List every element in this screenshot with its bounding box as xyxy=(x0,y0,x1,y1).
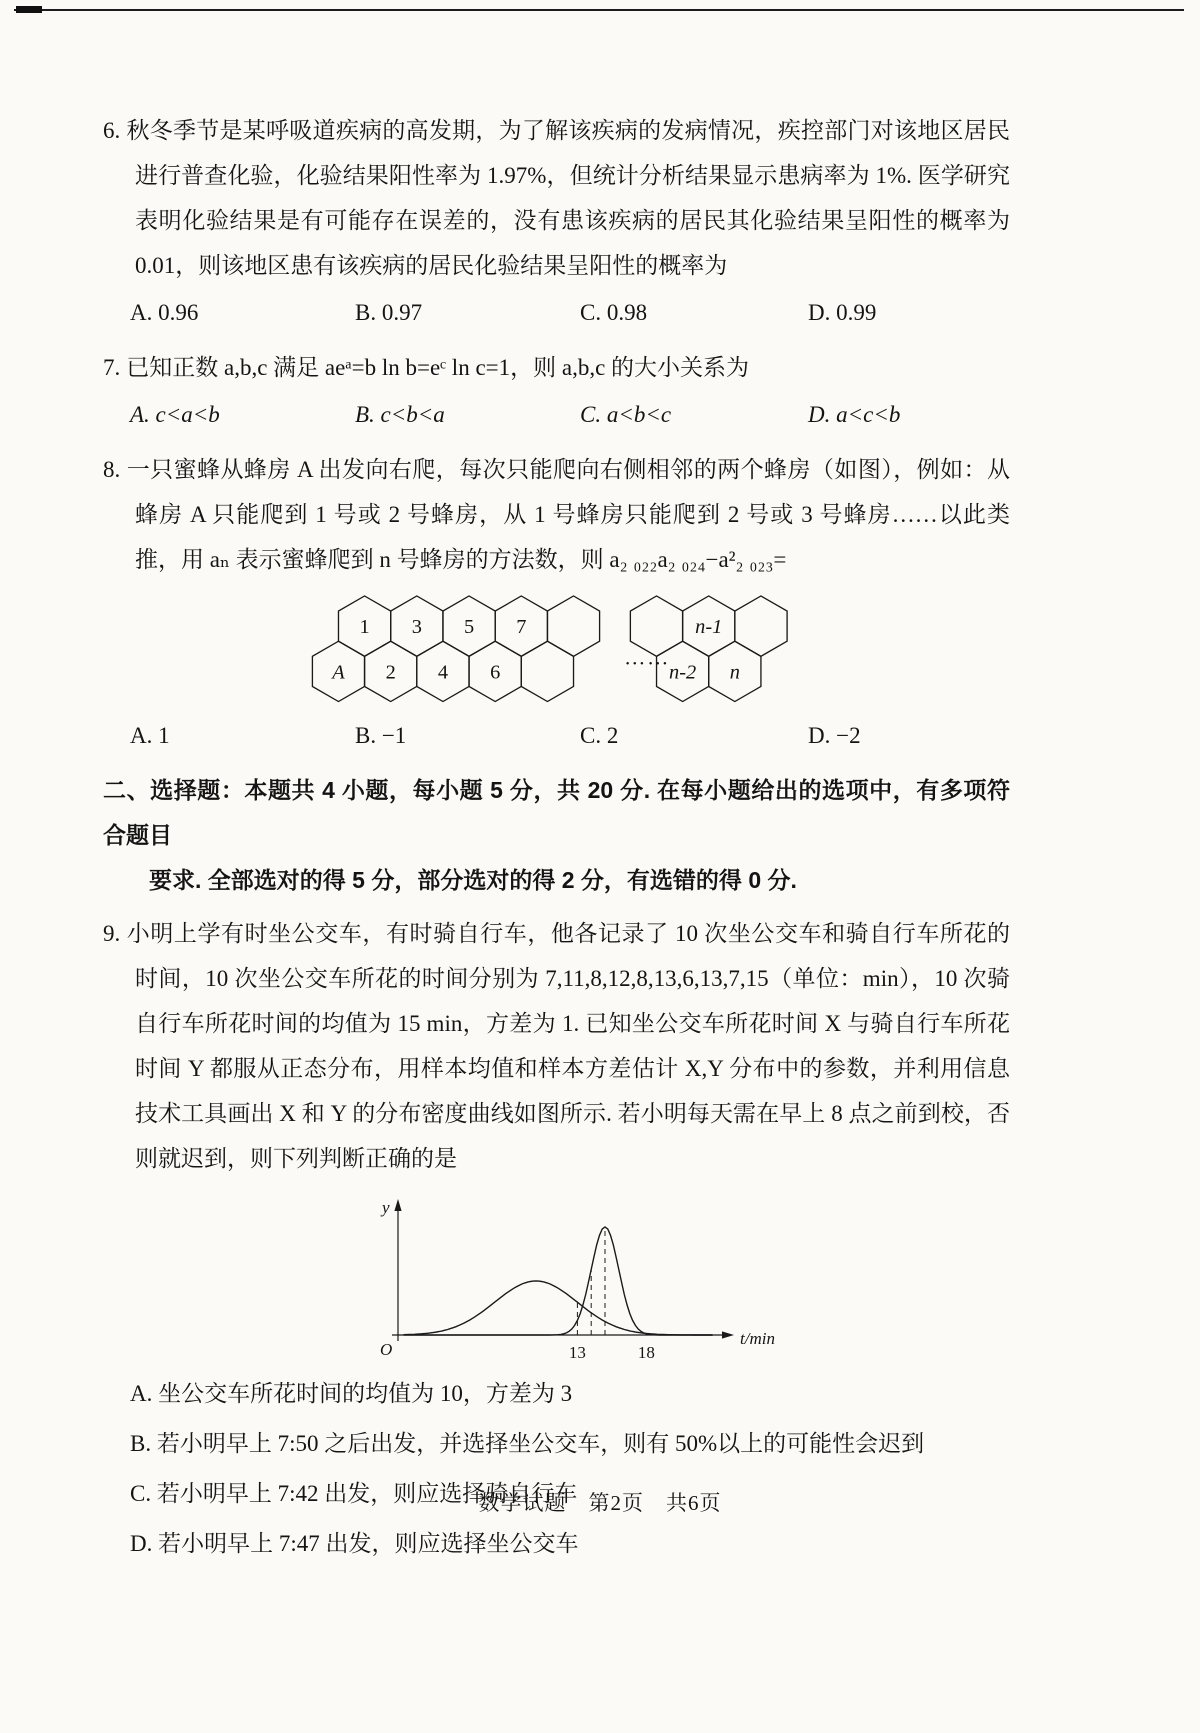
question-6 xyxy=(103,108,1010,335)
question-9-option-b: B. 若小明早上 7:50 之后出发，并选择坐公交车，则有 50%以上的可能性会迟到 xyxy=(130,1430,925,1456)
question-9-options xyxy=(103,1369,1010,1569)
hexagon-label: 4 xyxy=(437,661,449,684)
question-6-option-d: D. 0.99 xyxy=(808,300,877,325)
page-content xyxy=(103,108,1010,1579)
question-8 xyxy=(103,447,1010,758)
question-6-option-a: A. 0.96 xyxy=(130,300,199,325)
question-7-option-a: A. c<a<b xyxy=(130,402,220,427)
question-7-number: 7. xyxy=(103,355,121,380)
hexagon-cell xyxy=(547,596,599,656)
question-8-option-d: D. −2 xyxy=(808,722,861,748)
question-8-option-b: B. −1 xyxy=(355,722,407,748)
ellipsis-dots: …… xyxy=(624,645,671,670)
density-curve-X xyxy=(404,1281,713,1335)
hexagon-label: n-2 xyxy=(669,661,697,684)
hexagon-label: 3 xyxy=(411,616,422,639)
origin-label: O xyxy=(380,1339,393,1359)
question-8-stem xyxy=(103,447,1010,582)
density-curve-figure xyxy=(358,1187,788,1369)
scan-artifact-line xyxy=(14,9,1184,11)
hexagon-label: 6 xyxy=(490,661,501,684)
x-axis-arrow xyxy=(722,1331,734,1338)
question-6-option-b: B. 0.97 xyxy=(355,300,423,325)
question-6-stem xyxy=(103,108,1010,288)
section-2-header xyxy=(103,768,1010,903)
question-7-text: 已知正数 a,b,c 满足 aeᵃ=b ln b=eᶜ ln c=1，则 a,b,c 的大小关系为 xyxy=(126,355,750,380)
y-axis-label: y xyxy=(382,1197,390,1217)
page-footer xyxy=(0,1487,1200,1517)
question-9-option-c: C. 若小明早上 7:42 出发，则应选择骑自行车 xyxy=(130,1480,578,1506)
question-7 xyxy=(103,345,1010,437)
question-9-number: 9. xyxy=(103,920,121,946)
hexagon-cell xyxy=(521,641,573,701)
section-2-header-line1: 二、选择题：本题共 4 小题，每小题 5 分，共 20 分. 在每小题给出的选项中，有多项符合题目 xyxy=(103,776,1010,848)
section-2-header-line2: 要求. 全部选对的得 5 分，部分选对的得 2 分，有选错的得 0 分. xyxy=(149,866,797,893)
question-7-option-c: C. a<b<c xyxy=(580,402,672,427)
honeycomb-figure xyxy=(303,588,813,709)
hexagon-label: A xyxy=(332,661,345,684)
x-tick-label: 18 xyxy=(637,1342,655,1362)
question-8-number: 8. xyxy=(103,457,121,482)
hexagon-cell xyxy=(735,596,787,656)
question-9-text: 小明上学有时坐公交车，有时骑自行车，他各记录了 10 次坐公交车和骑自行车所花的时间，10 次坐公交车所花的时间分别为 7,11,8,12,8,13,6,13,7,15（单位：min），10 次骑自行车所花时间的均值为 15 min，方差为 1. 已知坐公交车所花时间 X 与骑自行车所花时间 Y 都服从正态分布，用样本均值和样本方差估计 X,Y 分布中的参数，并利用信息技术工具画出 X 和 Y 的分布密度曲线如图所示. 若小明每天需在早上 8 点之前到校，否则就迟到，则下列判断正确的是 xyxy=(126,920,1010,1171)
page-footer-text: 数学试题 第2页 共6页 xyxy=(478,1491,722,1515)
question-7-stem xyxy=(103,345,1010,390)
question-9-option-d: D. 若小明早上 7:47 出发，则应选择坐公交车 xyxy=(130,1530,579,1556)
question-7-options xyxy=(103,392,1010,437)
question-8-text: 一只蜜蜂从蜂房 A 出发向右爬，每次只能爬向右侧相邻的两个蜂房（如图），例如：从蜂房 A 只能爬到 1 号或 2 号蜂房，从 1 号蜂房只能爬到 2 号或 3 号蜂房……以此类推，用 aₙ 表示蜜蜂爬到 n 号蜂房的方法数，则 a₂ ₀₂₂a₂ ₀₂₄−a²₂ ₀₂₃= xyxy=(126,457,1010,572)
question-9-stem xyxy=(103,911,1010,1181)
question-8-option-c: C. 2 xyxy=(580,722,619,748)
question-6-number: 6. xyxy=(103,118,121,143)
question-7-option-b: B. c<b<a xyxy=(355,402,445,427)
hexagon-label: n-1 xyxy=(695,616,723,639)
question-8-options xyxy=(103,713,1010,758)
y-axis-arrow xyxy=(394,1199,401,1211)
hexagon-label: 2 xyxy=(385,661,396,684)
x-axis-label: t/min xyxy=(740,1328,775,1348)
question-7-option-d: D. a<c<b xyxy=(808,402,901,427)
x-tick-label: 13 xyxy=(568,1342,586,1362)
question-9-option-a: A. 坐公交车所花时间的均值为 10，方差为 3 xyxy=(130,1380,573,1406)
hexagon-label: 7 xyxy=(516,616,527,639)
question-6-text: 秋冬季节是某呼吸道疾病的高发期，为了解该疾病的发病情况，疾控部门对该地区居民进行普查化验，化验结果阳性率为 1.97%，但统计分析结果显示患病率为 1%. 医学研究表明化验结果是有可能存在误差的，没有患该疾病的居民其化验结果呈阳性的概率为 0.01，则该地区患有该疾病的居民化验结果呈阳性的概率为 xyxy=(126,118,1010,278)
hexagon-label: 5 xyxy=(463,616,475,639)
question-8-option-a: A. 1 xyxy=(130,722,170,748)
hexagon-label: 1 xyxy=(359,616,370,639)
question-6-option-c: C. 0.98 xyxy=(580,300,648,325)
question-9 xyxy=(103,911,1010,1569)
density-curve-Y xyxy=(404,1227,713,1335)
hexagon-label: n xyxy=(729,661,740,684)
question-6-options xyxy=(103,290,1010,335)
